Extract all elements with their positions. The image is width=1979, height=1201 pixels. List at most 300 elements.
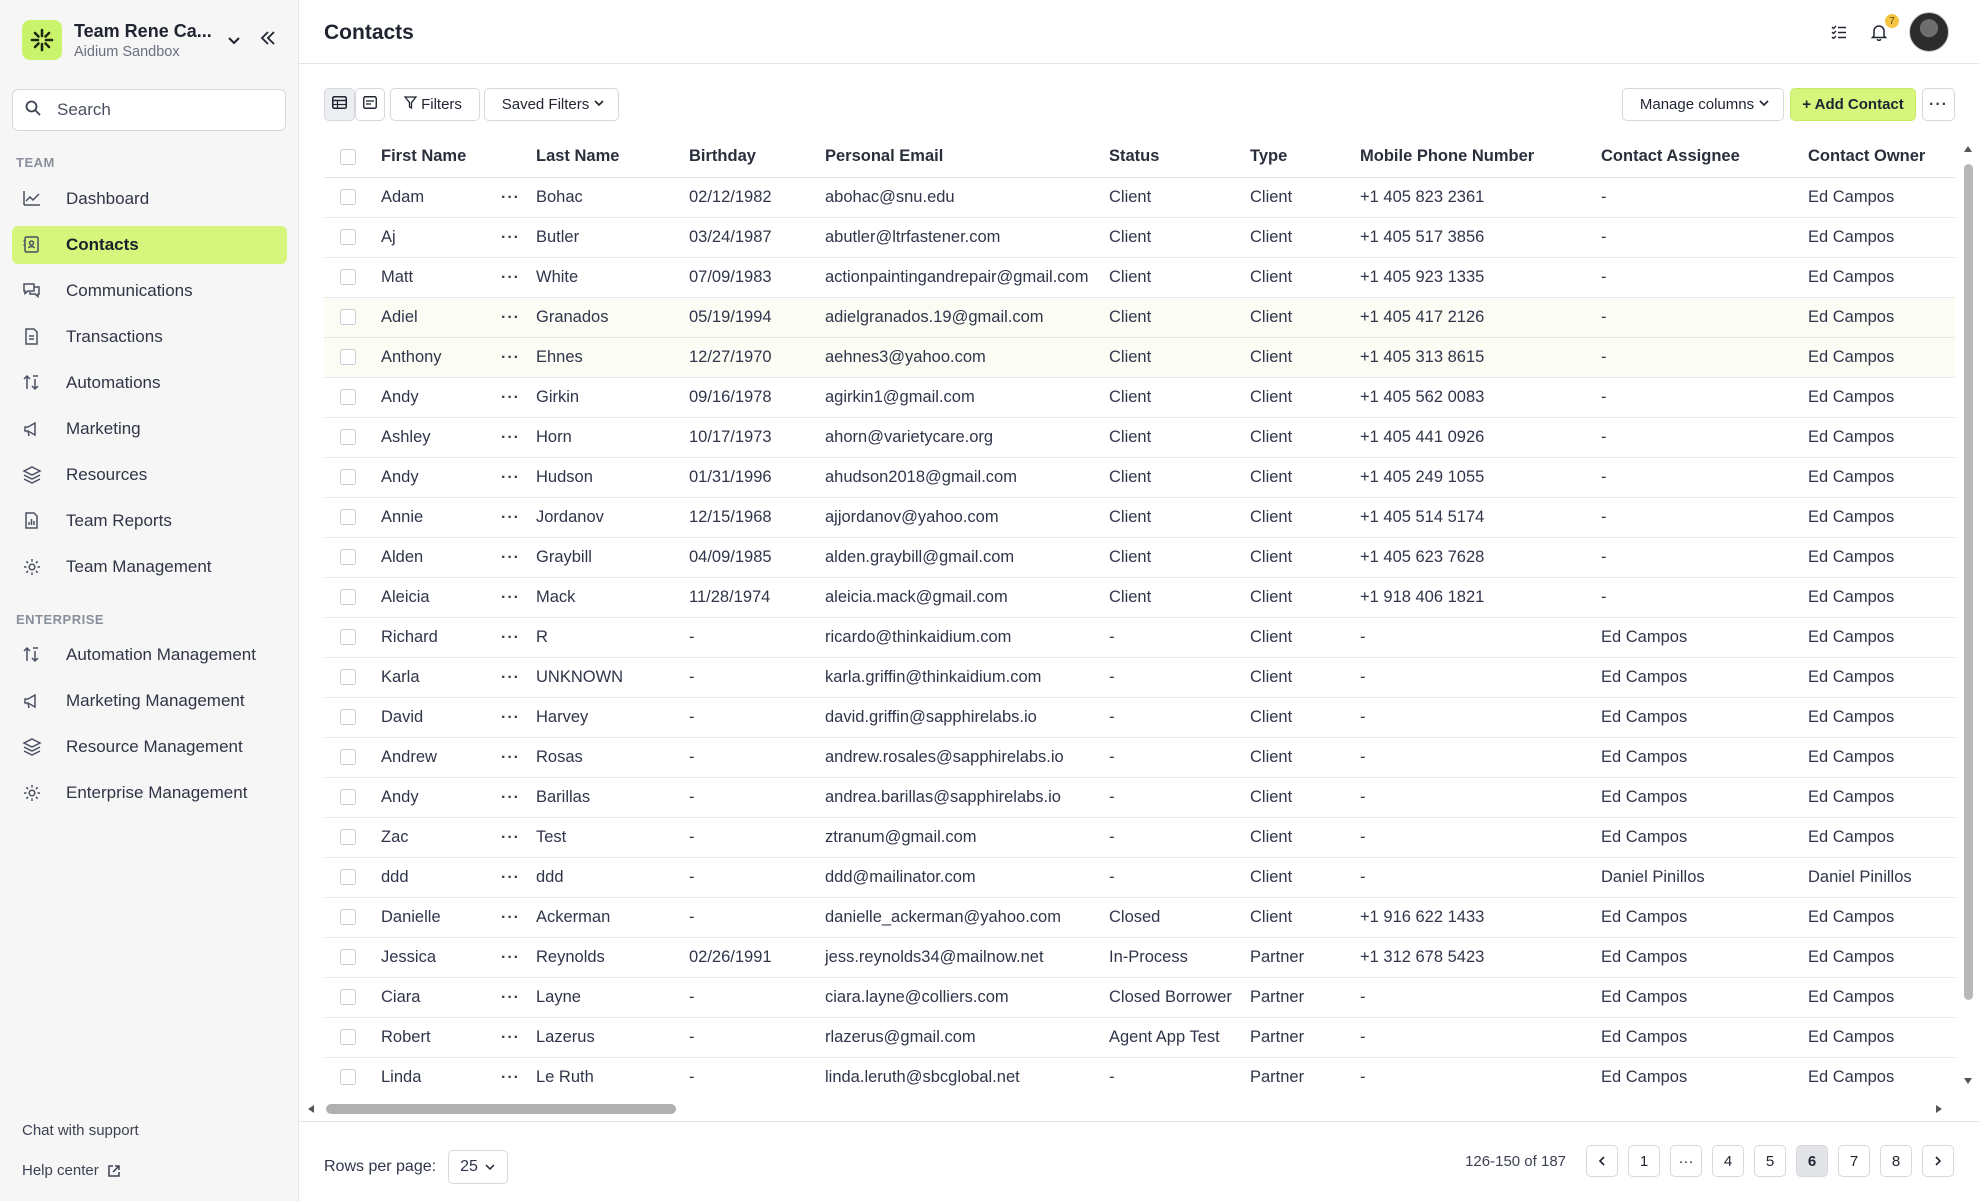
megaphone-icon xyxy=(22,691,42,711)
row-actions-cell xyxy=(495,897,530,937)
sidebar-item-transactions[interactable] xyxy=(12,318,287,356)
row-actions-icon[interactable]: ··· xyxy=(501,468,520,486)
select-all-cell xyxy=(324,137,375,177)
sidebar-item-resource-management[interactable] xyxy=(12,728,287,766)
cell-contact-assignee: - xyxy=(1595,337,1802,377)
page-title: Contacts xyxy=(324,21,414,44)
cell-type: Client xyxy=(1244,857,1354,897)
row-actions-icon[interactable]: ··· xyxy=(501,708,520,726)
cell-contact-assignee: - xyxy=(1595,417,1802,457)
row-select-cell xyxy=(324,657,375,697)
row-checkbox[interactable] xyxy=(340,789,356,805)
table-row[interactable] xyxy=(324,737,1955,777)
cell-first-name: Ciara xyxy=(375,977,495,1017)
vertical-scrollbar[interactable] xyxy=(1961,140,1975,1090)
cell-last-name: White xyxy=(530,257,683,297)
chevron-down-icon xyxy=(1758,96,1770,113)
column-header[interactable]: Last Name xyxy=(530,137,683,177)
cell-birthday: - xyxy=(683,897,819,937)
row-select-cell xyxy=(324,177,375,217)
cell-type: Client xyxy=(1244,577,1354,617)
megaphone-icon xyxy=(22,419,42,439)
cell-birthday: - xyxy=(683,737,819,777)
cell-mobile-phone: +1 405 441 0926 xyxy=(1354,417,1595,457)
manage-columns-label: Manage columns xyxy=(1639,96,1755,113)
sidebar-item-contacts[interactable] xyxy=(12,226,287,264)
page-button[interactable]: 6 xyxy=(1796,1145,1828,1177)
search-input[interactable] xyxy=(57,100,267,120)
table-row[interactable] xyxy=(324,697,1955,737)
layers-icon xyxy=(22,465,42,485)
cell-contact-owner: Ed Campos xyxy=(1802,937,1955,977)
table-row[interactable] xyxy=(324,857,1955,897)
row-checkbox[interactable] xyxy=(340,869,356,885)
top-bar xyxy=(299,0,1979,64)
rows-per-page-value: 25 xyxy=(460,1158,478,1175)
page-button[interactable]: 8 xyxy=(1880,1145,1912,1177)
cell-birthday: 05/19/1994 xyxy=(683,297,819,337)
row-checkbox[interactable] xyxy=(340,429,356,445)
cell-personal-email: karla.griffin@thinkaidium.com xyxy=(819,657,1103,697)
cell-mobile-phone: - xyxy=(1354,857,1595,897)
cell-mobile-phone: +1 312 678 5423 xyxy=(1354,937,1595,977)
row-actions-cell xyxy=(495,217,530,257)
row-actions-icon[interactable]: ··· xyxy=(501,428,520,446)
column-header[interactable]: Birthday xyxy=(683,137,819,177)
report-icon xyxy=(22,511,42,531)
search-icon xyxy=(25,100,41,121)
horizontal-scroll-thumb[interactable] xyxy=(326,1104,676,1114)
cell-last-name: ddd xyxy=(530,857,683,897)
row-checkbox[interactable] xyxy=(340,309,356,325)
notification-badge: 7 xyxy=(1885,14,1899,28)
cell-mobile-phone: - xyxy=(1354,777,1595,817)
cell-contact-assignee: - xyxy=(1595,537,1802,577)
contacts-table-container xyxy=(324,137,1955,1087)
sidebar-item-label: Team Reports xyxy=(66,511,172,530)
row-checkbox[interactable] xyxy=(340,349,356,365)
row-actions-icon[interactable]: ··· xyxy=(501,1068,520,1086)
add-contact-button[interactable] xyxy=(1790,88,1916,121)
row-select-cell xyxy=(324,897,375,937)
cell-contact-assignee: Ed Campos xyxy=(1595,817,1802,857)
cell-contact-assignee: - xyxy=(1595,457,1802,497)
row-actions-cell xyxy=(495,377,530,417)
cell-last-name: Mack xyxy=(530,577,683,617)
row-actions-icon[interactable]: ··· xyxy=(501,868,520,886)
row-checkbox[interactable] xyxy=(340,829,356,845)
sidebar-item-marketing[interactable] xyxy=(12,410,287,448)
row-actions-icon[interactable]: ··· xyxy=(501,308,520,326)
cell-personal-email: david.griffin@sapphirelabs.io xyxy=(819,697,1103,737)
cell-mobile-phone: +1 405 417 2126 xyxy=(1354,297,1595,337)
cell-first-name: Aj xyxy=(375,217,495,257)
cell-contact-assignee: Ed Campos xyxy=(1595,977,1802,1017)
gear-icon xyxy=(22,557,42,577)
cell-status: Client xyxy=(1103,297,1244,337)
cell-mobile-phone: - xyxy=(1354,617,1595,657)
cell-status: Client xyxy=(1103,377,1244,417)
row-actions-icon[interactable]: ··· xyxy=(501,668,520,686)
search-box[interactable] xyxy=(12,89,286,131)
cell-birthday: - xyxy=(683,777,819,817)
cell-mobile-phone: +1 405 313 8615 xyxy=(1354,337,1595,377)
cell-mobile-phone: - xyxy=(1354,737,1595,777)
scroll-left-icon[interactable] xyxy=(306,1104,316,1114)
row-select-cell xyxy=(324,697,375,737)
row-actions-icon[interactable]: ··· xyxy=(501,548,520,566)
sidebar-item-automation-management[interactable] xyxy=(12,636,287,674)
row-actions-cell xyxy=(495,817,530,857)
row-actions-icon[interactable]: ··· xyxy=(501,588,520,606)
cell-contact-owner: Ed Campos xyxy=(1802,1017,1955,1057)
horizontal-scrollbar[interactable] xyxy=(304,1100,1954,1118)
chat-support-label: Chat with support xyxy=(22,1122,139,1139)
contacts-table xyxy=(324,137,1955,1087)
cell-type: Client xyxy=(1244,497,1354,537)
table-row[interactable] xyxy=(324,937,1955,977)
cell-contact-owner: Ed Campos xyxy=(1802,377,1955,417)
task-list-icon[interactable] xyxy=(1827,20,1851,44)
cell-mobile-phone: +1 405 923 1335 xyxy=(1354,257,1595,297)
cell-birthday: - xyxy=(683,657,819,697)
row-actions-icon[interactable]: ··· xyxy=(501,388,520,406)
cell-personal-email: agirkin1@gmail.com xyxy=(819,377,1103,417)
row-select-cell xyxy=(324,857,375,897)
row-select-cell xyxy=(324,937,375,977)
column-header[interactable]: Mobile Phone Number xyxy=(1354,137,1595,177)
row-actions-icon[interactable]: ··· xyxy=(501,188,520,206)
page-button[interactable]: 4 xyxy=(1712,1145,1744,1177)
cell-birthday: 03/24/1987 xyxy=(683,217,819,257)
collapse-sidebar-icon[interactable] xyxy=(256,26,280,50)
row-select-cell xyxy=(324,1057,375,1087)
cell-personal-email: aehnes3@yahoo.com xyxy=(819,337,1103,377)
sidebar-item-automations[interactable] xyxy=(12,364,287,402)
sidebar-item-enterprise-management[interactable] xyxy=(12,774,287,812)
row-select-cell xyxy=(324,817,375,857)
cell-contact-assignee: Ed Campos xyxy=(1595,1017,1802,1057)
row-actions-cell xyxy=(495,1057,530,1087)
scroll-up-icon[interactable] xyxy=(1963,144,1973,154)
card-view-button[interactable] xyxy=(355,88,385,121)
chart-line-icon xyxy=(22,189,42,209)
sidebar xyxy=(0,0,299,1201)
sidebar-item-label: Automation Management xyxy=(66,645,256,664)
row-actions-cell xyxy=(495,777,530,817)
cell-first-name: Andy xyxy=(375,377,495,417)
sidebar-item-dashboard[interactable] xyxy=(12,180,287,218)
cell-last-name: Le Ruth xyxy=(530,1057,683,1087)
cell-type: Partner xyxy=(1244,977,1354,1017)
row-actions-icon[interactable]: ··· xyxy=(501,828,520,846)
avatar[interactable] xyxy=(1909,12,1949,52)
cell-personal-email: linda.leruth@sbcglobal.net xyxy=(819,1057,1103,1087)
team-subtitle: Aidium Sandbox xyxy=(74,43,180,60)
row-actions-icon[interactable]: ··· xyxy=(501,228,520,246)
row-checkbox[interactable] xyxy=(340,229,356,245)
manage-columns-button[interactable] xyxy=(1622,88,1784,121)
chevron-down-icon[interactable] xyxy=(224,30,244,50)
sidebar-item-team-reports[interactable] xyxy=(12,502,287,540)
cell-last-name: Harvey xyxy=(530,697,683,737)
cell-type: Client xyxy=(1244,737,1354,777)
next-page-button[interactable] xyxy=(1922,1145,1954,1177)
help-center-link[interactable] xyxy=(22,1162,121,1179)
table-row[interactable] xyxy=(324,297,1955,337)
cell-contact-owner: Daniel Pinillos xyxy=(1802,857,1955,897)
cell-first-name: Andy xyxy=(375,777,495,817)
cell-contact-owner: Ed Campos xyxy=(1802,177,1955,217)
row-actions-icon[interactable]: ··· xyxy=(501,908,520,926)
cell-birthday: 02/26/1991 xyxy=(683,937,819,977)
row-checkbox[interactable] xyxy=(340,669,356,685)
sidebar-item-label: Team Management xyxy=(66,557,212,576)
scroll-right-icon[interactable] xyxy=(1934,1104,1944,1114)
cell-type: Client xyxy=(1244,697,1354,737)
cell-last-name: Ackerman xyxy=(530,897,683,937)
row-actions-cell xyxy=(495,937,530,977)
row-actions-cell xyxy=(495,417,530,457)
cell-contact-owner: Ed Campos xyxy=(1802,257,1955,297)
cell-mobile-phone: - xyxy=(1354,1057,1595,1087)
column-header[interactable]: Contact Assignee xyxy=(1595,137,1802,177)
layers-icon xyxy=(22,737,42,757)
cell-type: Client xyxy=(1244,777,1354,817)
sidebar-item-label: Dashboard xyxy=(66,189,150,208)
table-row[interactable] xyxy=(324,457,1955,497)
table-row[interactable] xyxy=(324,257,1955,297)
table-row[interactable] xyxy=(324,977,1955,1017)
cell-birthday: - xyxy=(683,1017,819,1057)
contact-card-icon xyxy=(22,235,42,255)
external-link-icon xyxy=(107,1164,121,1178)
cell-personal-email: adielgranados.19@gmail.com xyxy=(819,297,1103,337)
table-view-icon xyxy=(332,96,347,113)
table-row[interactable] xyxy=(324,1057,1955,1087)
cell-last-name: Butler xyxy=(530,217,683,257)
table-row[interactable] xyxy=(324,777,1955,817)
row-checkbox[interactable] xyxy=(340,949,356,965)
cell-contact-assignee: Ed Campos xyxy=(1595,937,1802,977)
cell-contact-owner: Ed Campos xyxy=(1802,297,1955,337)
cell-status: - xyxy=(1103,817,1244,857)
column-header[interactable]: Status xyxy=(1103,137,1244,177)
cell-contact-owner: Ed Campos xyxy=(1802,1057,1955,1087)
row-actions-icon[interactable]: ··· xyxy=(501,948,520,966)
row-select-cell xyxy=(324,457,375,497)
filters-label: Filters xyxy=(421,96,462,113)
table-row[interactable] xyxy=(324,497,1955,537)
cell-personal-email: ciara.layne@colliers.com xyxy=(819,977,1103,1017)
page-ellipsis-button[interactable]: ··· xyxy=(1670,1145,1702,1177)
page-button[interactable]: 1 xyxy=(1628,1145,1660,1177)
row-checkbox[interactable] xyxy=(340,509,356,525)
cell-contact-owner: Ed Campos xyxy=(1802,417,1955,457)
cell-birthday: - xyxy=(683,857,819,897)
more-actions-button[interactable] xyxy=(1922,88,1955,121)
column-header[interactable]: First Name xyxy=(375,137,495,177)
cell-birthday: - xyxy=(683,817,819,857)
row-checkbox[interactable] xyxy=(340,709,356,725)
cell-first-name: Andy xyxy=(375,457,495,497)
row-actions-icon[interactable]: ··· xyxy=(501,348,520,366)
vertical-scroll-thumb[interactable] xyxy=(1964,164,1973,1000)
cell-type: Partner xyxy=(1244,1017,1354,1057)
cell-mobile-phone: +1 405 623 7628 xyxy=(1354,537,1595,577)
row-checkbox[interactable] xyxy=(340,269,356,285)
cell-first-name: Jessica xyxy=(375,937,495,977)
sidebar-item-marketing-management[interactable] xyxy=(12,682,287,720)
table-row[interactable] xyxy=(324,537,1955,577)
cell-status: Closed xyxy=(1103,897,1244,937)
cell-personal-email: ajjordanov@yahoo.com xyxy=(819,497,1103,537)
cell-first-name: Alden xyxy=(375,537,495,577)
sidebar-item-label: Enterprise Management xyxy=(66,783,248,802)
toolbar xyxy=(324,88,1954,122)
team-logo-icon xyxy=(22,20,62,60)
cell-contact-assignee: - xyxy=(1595,577,1802,617)
bell-icon[interactable] xyxy=(1867,15,1895,44)
row-checkbox[interactable] xyxy=(340,589,356,605)
cell-contact-owner: Ed Campos xyxy=(1802,497,1955,537)
sidebar-item-label: Contacts xyxy=(66,235,139,254)
row-actions-icon[interactable]: ··· xyxy=(501,1028,520,1046)
cell-first-name: Zac xyxy=(375,817,495,857)
prev-page-button[interactable] xyxy=(1586,1145,1618,1177)
cell-personal-email: jess.reynolds34@mailnow.net xyxy=(819,937,1103,977)
cell-mobile-phone: +1 405 514 5174 xyxy=(1354,497,1595,537)
row-checkbox[interactable] xyxy=(340,1029,356,1045)
page-button[interactable]: 5 xyxy=(1754,1145,1786,1177)
row-actions-icon[interactable]: ··· xyxy=(501,988,520,1006)
cell-personal-email: ztranum@gmail.com xyxy=(819,817,1103,857)
row-checkbox[interactable] xyxy=(340,469,356,485)
select-all-checkbox[interactable] xyxy=(340,149,356,165)
row-checkbox[interactable] xyxy=(340,629,356,645)
cell-status: In-Process xyxy=(1103,937,1244,977)
row-actions-cell xyxy=(495,1017,530,1057)
row-checkbox[interactable] xyxy=(340,749,356,765)
cell-mobile-phone: - xyxy=(1354,1017,1595,1057)
table-row[interactable] xyxy=(324,217,1955,257)
cell-contact-owner: Ed Campos xyxy=(1802,617,1955,657)
saved-filters-button[interactable] xyxy=(484,88,619,121)
row-checkbox[interactable] xyxy=(340,909,356,925)
row-checkbox[interactable] xyxy=(340,189,356,205)
row-actions-cell xyxy=(495,577,530,617)
cell-type: Client xyxy=(1244,817,1354,857)
cell-personal-email: andrea.barillas@sapphirelabs.io xyxy=(819,777,1103,817)
team-switcher[interactable] xyxy=(22,18,278,62)
table-row[interactable] xyxy=(324,897,1955,937)
row-select-cell xyxy=(324,617,375,657)
table-row[interactable] xyxy=(324,617,1955,657)
cell-personal-email: actionpaintingandrepair@gmail.com xyxy=(819,257,1103,297)
cell-last-name: Reynolds xyxy=(530,937,683,977)
cell-contact-assignee: Ed Campos xyxy=(1595,737,1802,777)
team-name: Team Rene Ca... xyxy=(74,20,212,41)
row-checkbox[interactable] xyxy=(340,1069,356,1085)
gear-icon xyxy=(22,783,42,803)
cell-contact-assignee: Ed Campos xyxy=(1595,1057,1802,1087)
cell-contact-owner: Ed Campos xyxy=(1802,657,1955,697)
table-row[interactable] xyxy=(324,377,1955,417)
cell-type: Client xyxy=(1244,337,1354,377)
cell-birthday: 09/16/1978 xyxy=(683,377,819,417)
sidebar-item-team-management[interactable] xyxy=(12,548,287,586)
cell-mobile-phone: - xyxy=(1354,817,1595,857)
cell-first-name: David xyxy=(375,697,495,737)
table-row[interactable] xyxy=(324,817,1955,857)
row-actions-icon[interactable]: ··· xyxy=(501,788,520,806)
cell-personal-email: ricardo@thinkaidium.com xyxy=(819,617,1103,657)
page-range: 126-150 of 187 xyxy=(1465,1152,1566,1170)
ellipsis-icon: ··· xyxy=(1929,95,1948,113)
main-content xyxy=(299,0,1979,1201)
cell-contact-owner: Ed Campos xyxy=(1802,817,1955,857)
table-row[interactable] xyxy=(324,177,1955,217)
filters-button[interactable] xyxy=(390,88,480,121)
sidebar-item-communications[interactable] xyxy=(12,272,287,310)
row-actions-cell xyxy=(495,297,530,337)
row-checkbox[interactable] xyxy=(340,549,356,565)
cell-status: - xyxy=(1103,777,1244,817)
row-checkbox[interactable] xyxy=(340,989,356,1005)
row-select-cell xyxy=(324,417,375,457)
cell-mobile-phone: - xyxy=(1354,697,1595,737)
row-select-cell xyxy=(324,1017,375,1057)
row-actions-icon[interactable]: ··· xyxy=(501,628,520,646)
table-view-button[interactable] xyxy=(324,88,355,121)
cell-first-name: Richard xyxy=(375,617,495,657)
add-contact-label: + Add Contact xyxy=(1802,96,1904,113)
cell-contact-assignee: - xyxy=(1595,497,1802,537)
chat-bubbles-icon xyxy=(22,281,42,301)
cell-personal-email: alden.graybill@gmail.com xyxy=(819,537,1103,577)
sidebar-item-resources[interactable] xyxy=(12,456,287,494)
table-row[interactable] xyxy=(324,417,1955,457)
table-row[interactable] xyxy=(324,337,1955,377)
cell-last-name: Horn xyxy=(530,417,683,457)
scroll-down-icon[interactable] xyxy=(1963,1076,1973,1086)
table-row[interactable] xyxy=(324,1017,1955,1057)
chat-support-link[interactable] xyxy=(22,1122,139,1139)
page-button[interactable]: 7 xyxy=(1838,1145,1870,1177)
column-header[interactable]: Type xyxy=(1244,137,1354,177)
column-header[interactable]: Personal Email xyxy=(819,137,1103,177)
row-actions-icon[interactable]: ··· xyxy=(501,268,520,286)
row-select-cell xyxy=(324,377,375,417)
cell-status: - xyxy=(1103,1057,1244,1087)
table-row[interactable] xyxy=(324,577,1955,617)
cell-contact-owner: Ed Campos xyxy=(1802,777,1955,817)
column-header[interactable]: Contact Owner xyxy=(1802,137,1955,177)
cell-status: Client xyxy=(1103,417,1244,457)
table-row[interactable] xyxy=(324,657,1955,697)
cell-type: Client xyxy=(1244,257,1354,297)
row-actions-icon[interactable]: ··· xyxy=(501,508,520,526)
row-actions-cell xyxy=(495,537,530,577)
cell-status: Client xyxy=(1103,257,1244,297)
row-actions-icon[interactable]: ··· xyxy=(501,748,520,766)
row-actions-cell xyxy=(495,457,530,497)
rows-per-page-select[interactable] xyxy=(448,1150,508,1184)
row-select-cell xyxy=(324,737,375,777)
row-select-cell xyxy=(324,977,375,1017)
row-checkbox[interactable] xyxy=(340,389,356,405)
row-actions-cell xyxy=(495,697,530,737)
